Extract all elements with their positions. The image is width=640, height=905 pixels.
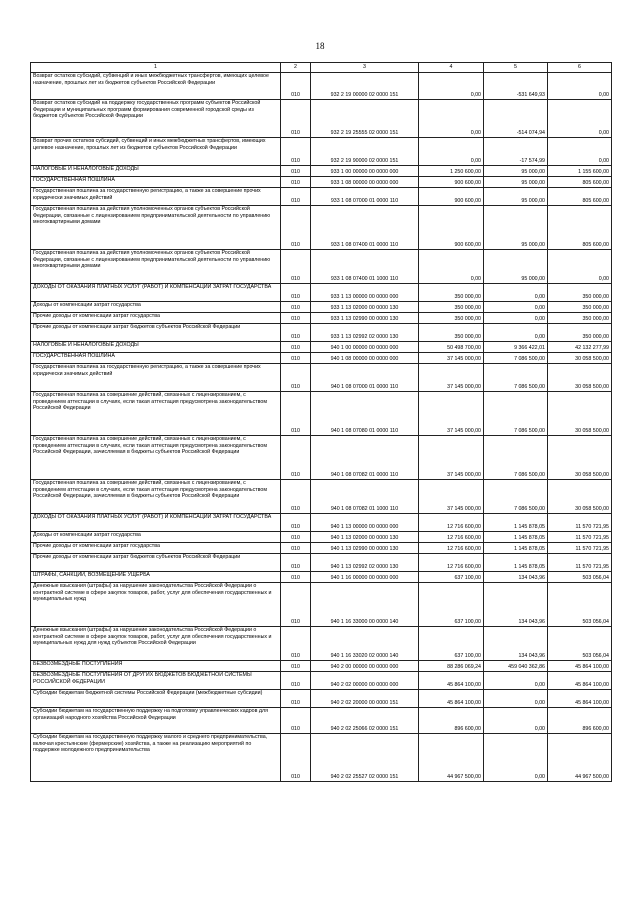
cell-code: 933 1 13 02990 00 0000 130 <box>311 313 419 324</box>
cell-plan: 350 000,00 <box>419 284 484 302</box>
table-row <box>31 302 612 313</box>
cell-line: 010 <box>281 166 311 177</box>
cell-name: Прочие доходы от компенсации затрат государства <box>31 313 281 324</box>
cell-plan: 1 250 600,00 <box>419 166 484 177</box>
cell-plan: 350 000,00 <box>419 313 484 324</box>
cell-code: 940 1 08 07082 01 1000 110 <box>311 480 419 514</box>
table-row <box>31 672 612 690</box>
column-header: 6 <box>548 63 612 73</box>
cell-fact: 95 000,00 <box>484 188 548 206</box>
cell-rest: 503 056,04 <box>548 583 612 627</box>
cell-line: 010 <box>281 734 311 782</box>
cell-fact: 0,00 <box>484 284 548 302</box>
cell-rest: 30 058 500,00 <box>548 392 612 436</box>
cell-rest: 503 056,04 <box>548 572 612 583</box>
cell-fact: 7 086 500,00 <box>484 392 548 436</box>
table-row <box>31 583 612 627</box>
table-row <box>31 554 612 572</box>
cell-rest: 0,00 <box>548 73 612 100</box>
cell-rest: 45 864 100,00 <box>548 661 612 672</box>
cell-name: БЕЗВОЗМЕЗДНЫЕ ПОСТУПЛЕНИЯ ОТ ДРУГИХ БЮДЖЕТОВ БЮДЖЕТНОЙ СИСТЕМЫ РОССИЙСКОЙ ФЕДЕРАЦИИ <box>31 672 281 690</box>
cell-plan: 45 864 100,00 <box>419 672 484 690</box>
table-row <box>31 532 612 543</box>
cell-plan: 0,00 <box>419 250 484 284</box>
cell-rest: 11 570 721,95 <box>548 543 612 554</box>
cell-fact: -17 574,99 <box>484 138 548 166</box>
cell-line: 010 <box>281 554 311 572</box>
cell-code: 933 1 00 00000 00 0000 000 <box>311 166 419 177</box>
cell-line: 010 <box>281 543 311 554</box>
table-row <box>31 342 612 353</box>
table-row <box>31 364 612 392</box>
table-row <box>31 392 612 436</box>
cell-name: Государственная пошлина за государственную регистрацию, а также за совершение прочих юридически значимых действий <box>31 188 281 206</box>
table-row <box>31 166 612 177</box>
cell-name: Денежные взыскания (штрафы) за нарушение законодательства Российской Федерации о контрактной системе в сфере закупок товаров, работ, услуг для обеспечения государственных и муниципальных нужд <box>31 583 281 627</box>
column-header: 4 <box>419 63 484 73</box>
cell-fact: 0,00 <box>484 324 548 342</box>
table-row <box>31 514 612 532</box>
cell-code: 933 1 08 07400 01 1000 110 <box>311 250 419 284</box>
cell-rest: 11 570 721,95 <box>548 532 612 543</box>
cell-rest: 0,00 <box>548 250 612 284</box>
cell-fact: 1 145 878,05 <box>484 554 548 572</box>
cell-plan: 900 600,00 <box>419 177 484 188</box>
cell-line: 010 <box>281 364 311 392</box>
cell-line: 010 <box>281 206 311 250</box>
table-row <box>31 436 612 480</box>
cell-line: 010 <box>281 313 311 324</box>
cell-name: Государственная пошлина за совершение действий, связанных с лицензированием, с проведением аттестации в случаях, если такая аттестация предусмотрена законодательством Российской Федерации, зачисляемая в бюджеты субъектов Российской Федерации <box>31 436 281 480</box>
cell-name: Денежные взыскания (штрафы) за нарушение законодательства Российской Федерации о контрактной системе в сфере закупок товаров, работ, услуг для обеспечения государственных и муниципальных нужд для нужд субъектов Российской Федерации <box>31 627 281 661</box>
cell-name: Возврат остатков субсидий, субвенций и иных межбюджетных трансфертов, имеющих целевое назначение, прошлых лет из бюджетов субъектов Российской Федерации <box>31 73 281 100</box>
cell-rest: 0,00 <box>548 100 612 138</box>
cell-fact: 95 000,00 <box>484 166 548 177</box>
cell-rest: 503 056,04 <box>548 627 612 661</box>
cell-fact: 1 145 878,05 <box>484 532 548 543</box>
cell-name: ГОСУДАРСТВЕННАЯ ПОШЛИНА <box>31 353 281 364</box>
cell-code: 940 1 08 07082 01 0000 110 <box>311 436 419 480</box>
cell-name: Прочие доходы от компенсации затрат государства <box>31 543 281 554</box>
cell-plan: 637 100,00 <box>419 583 484 627</box>
cell-line: 010 <box>281 284 311 302</box>
table-row <box>31 480 612 514</box>
cell-plan: 0,00 <box>419 73 484 100</box>
cell-code: 933 1 08 07400 01 0000 110 <box>311 206 419 250</box>
cell-plan: 12 716 600,00 <box>419 532 484 543</box>
cell-line: 010 <box>281 250 311 284</box>
cell-name: Государственная пошлина за совершение действий, связанных с лицензированием, с проведением аттестации в случаях, если такая аттестация предусмотрена законодательством Российской Федерации, зачисляемая в бюджеты субъектов Российской Федерации <box>31 480 281 514</box>
cell-name: БЕЗВОЗМЕЗДНЫЕ ПОСТУПЛЕНИЯ <box>31 661 281 672</box>
cell-rest: 1 155 600,00 <box>548 166 612 177</box>
cell-fact: 0,00 <box>484 690 548 708</box>
cell-rest: 805 600,00 <box>548 188 612 206</box>
cell-rest: 30 058 500,00 <box>548 353 612 364</box>
cell-fact: 459 040 362,86 <box>484 661 548 672</box>
cell-rest: 45 864 100,00 <box>548 672 612 690</box>
cell-plan: 900 600,00 <box>419 188 484 206</box>
table-row <box>31 734 612 782</box>
cell-line: 010 <box>281 583 311 627</box>
cell-plan: 37 145 000,00 <box>419 392 484 436</box>
cell-fact: 95 000,00 <box>484 177 548 188</box>
cell-plan: 900 600,00 <box>419 206 484 250</box>
cell-plan: 350 000,00 <box>419 324 484 342</box>
cell-plan: 45 864 100,00 <box>419 690 484 708</box>
page-number: 18 <box>315 41 325 51</box>
cell-fact: 0,00 <box>484 734 548 782</box>
cell-name: НАЛОГОВЫЕ И НЕНАЛОГОВЫЕ ДОХОДЫ <box>31 342 281 353</box>
table-row <box>31 324 612 342</box>
cell-line: 010 <box>281 690 311 708</box>
cell-rest: 30 058 500,00 <box>548 480 612 514</box>
cell-plan: 12 716 600,00 <box>419 514 484 532</box>
table-row <box>31 572 612 583</box>
table-row <box>31 206 612 250</box>
cell-fact: 9 366 422,01 <box>484 342 548 353</box>
cell-code: 932 2 19 00000 02 0000 151 <box>311 73 419 100</box>
cell-fact: 95 000,00 <box>484 250 548 284</box>
cell-fact: 95 000,00 <box>484 206 548 250</box>
cell-line: 010 <box>281 73 311 100</box>
cell-name: Государственная пошлина за совершение действий, связанных с лицензированием, с проведением аттестации в случаях, если такая аттестация предусмотрена законодательством Российской Федерации <box>31 392 281 436</box>
cell-rest: 350 000,00 <box>548 284 612 302</box>
cell-fact: 134 043,96 <box>484 627 548 661</box>
cell-code: 940 2 02 20000 00 0000 151 <box>311 690 419 708</box>
cell-code: 932 2 19 90000 02 0000 151 <box>311 138 419 166</box>
cell-code: 933 1 13 00000 00 0000 000 <box>311 284 419 302</box>
cell-line: 010 <box>281 100 311 138</box>
column-header: 2 <box>281 63 311 73</box>
cell-name: Возврат прочих остатков субсидий, субвенций и иных межбюджетных трансфертов, имеющих целевое назначение, прошлых лет из бюджетов субъектов Российской Федерации <box>31 138 281 166</box>
cell-line: 010 <box>281 480 311 514</box>
cell-fact: 0,00 <box>484 313 548 324</box>
cell-rest: 0,00 <box>548 138 612 166</box>
column-header: 1 <box>31 63 281 73</box>
cell-fact: 7 086 500,00 <box>484 436 548 480</box>
cell-name: Субсидии бюджетам на государственную поддержку на подготовку управленческих кадров для организаций народного хозяйства Российской Федерации <box>31 708 281 734</box>
cell-line: 010 <box>281 392 311 436</box>
cell-line: 010 <box>281 708 311 734</box>
cell-name: Доходы от компенсации затрат государства <box>31 532 281 543</box>
table-row <box>31 708 612 734</box>
cell-name: ДОХОДЫ ОТ ОКАЗАНИЯ ПЛАТНЫХ УСЛУГ (РАБОТ) И КОМПЕНСАЦИИ ЗАТРАТ ГОСУДАРСТВА <box>31 514 281 532</box>
cell-rest: 44 967 500,00 <box>548 734 612 782</box>
cell-plan: 50 498 700,00 <box>419 342 484 353</box>
table-row <box>31 73 612 100</box>
table-row <box>31 543 612 554</box>
cell-plan: 637 100,00 <box>419 627 484 661</box>
table-row <box>31 313 612 324</box>
cell-code: 940 1 13 02000 00 0000 130 <box>311 532 419 543</box>
cell-fact: 1 145 878,05 <box>484 543 548 554</box>
cell-rest: 350 000,00 <box>548 324 612 342</box>
table-row <box>31 188 612 206</box>
cell-line: 010 <box>281 627 311 661</box>
column-header: 5 <box>484 63 548 73</box>
cell-plan: 37 145 000,00 <box>419 436 484 480</box>
table-row <box>31 690 612 708</box>
cell-code: 932 2 19 25555 02 0000 151 <box>311 100 419 138</box>
cell-rest: 45 864 100,00 <box>548 690 612 708</box>
cell-fact: 0,00 <box>484 708 548 734</box>
cell-line: 010 <box>281 138 311 166</box>
cell-plan: 896 600,00 <box>419 708 484 734</box>
cell-code: 940 1 16 33020 02 0000 140 <box>311 627 419 661</box>
cell-code: 933 1 08 00000 00 0000 000 <box>311 177 419 188</box>
table-row <box>31 138 612 166</box>
cell-plan: 88 286 069,24 <box>419 661 484 672</box>
cell-fact: 0,00 <box>484 302 548 313</box>
cell-fact: 0,00 <box>484 672 548 690</box>
cell-line: 010 <box>281 436 311 480</box>
cell-rest: 350 000,00 <box>548 313 612 324</box>
cell-plan: 12 716 600,00 <box>419 543 484 554</box>
cell-code: 940 1 08 07000 01 0000 110 <box>311 364 419 392</box>
cell-name: ДОХОДЫ ОТ ОКАЗАНИЯ ПЛАТНЫХ УСЛУГ (РАБОТ) И КОМПЕНСАЦИИ ЗАТРАТ ГОСУДАРСТВА <box>31 284 281 302</box>
table-row <box>31 661 612 672</box>
cell-name: Субсидии бюджетам на государственную поддержку малого и среднего предпринимательства, включая крестьянские (фермерские) хозяйства, а также на реализацию мероприятий по поддержке молодежного предпринимательства <box>31 734 281 782</box>
table-row <box>31 353 612 364</box>
cell-line: 010 <box>281 532 311 543</box>
cell-fact: -514 074,94 <box>484 100 548 138</box>
cell-fact: 134 043,96 <box>484 583 548 627</box>
cell-code: 940 1 08 07080 01 0000 110 <box>311 392 419 436</box>
cell-code: 940 1 08 00000 00 0000 000 <box>311 353 419 364</box>
table-header-row <box>31 63 612 73</box>
cell-code: 940 1 16 00000 00 0000 000 <box>311 572 419 583</box>
cell-code: 940 1 13 02990 00 0000 130 <box>311 543 419 554</box>
cell-plan: 637 100,00 <box>419 572 484 583</box>
cell-name: НАЛОГОВЫЕ И НЕНАЛОГОВЫЕ ДОХОДЫ <box>31 166 281 177</box>
cell-name: ШТРАФЫ, САНКЦИИ, ВОЗМЕЩЕНИЕ УЩЕРБА <box>31 572 281 583</box>
cell-line: 010 <box>281 302 311 313</box>
cell-code: 940 2 02 25066 02 0000 151 <box>311 708 419 734</box>
cell-plan: 350 000,00 <box>419 302 484 313</box>
cell-code: 940 1 13 00000 00 0000 000 <box>311 514 419 532</box>
cell-plan: 0,00 <box>419 138 484 166</box>
cell-rest: 42 132 277,99 <box>548 342 612 353</box>
cell-rest: 350 000,00 <box>548 302 612 313</box>
cell-plan: 0,00 <box>419 100 484 138</box>
cell-name: Прочие доходы от компенсации затрат бюджетов субъектов Российской Федерации <box>31 324 281 342</box>
cell-line: 010 <box>281 672 311 690</box>
cell-code: 940 1 16 33000 00 0000 140 <box>311 583 419 627</box>
cell-name: Государственная пошлина за действия уполномоченных органов субъектов Российской Федерации, связанные с лицензированием предпринимательской деятельности по управлению многоквартирными домами <box>31 206 281 250</box>
cell-rest: 30 058 500,00 <box>548 364 612 392</box>
cell-rest: 896 600,00 <box>548 708 612 734</box>
table-row <box>31 627 612 661</box>
cell-plan: 37 145 000,00 <box>419 364 484 392</box>
cell-line: 010 <box>281 661 311 672</box>
cell-code: 940 2 02 25527 02 0000 151 <box>311 734 419 782</box>
cell-name: Субсидии бюджетам бюджетной системы Российской Федерации (межбюджетные субсидии) <box>31 690 281 708</box>
table-row <box>31 284 612 302</box>
cell-name: Прочие доходы от компенсации затрат бюджетов субъектов Российской Федерации <box>31 554 281 572</box>
cell-rest: 30 058 500,00 <box>548 436 612 480</box>
cell-code: 933 1 13 02992 02 0000 130 <box>311 324 419 342</box>
cell-name: Возврат остатков субсидий на поддержку государственных программ субъектов Российской Федерации и муниципальных программ формирования современной городской среды из бюджетов субъектов Российской Федерации <box>31 100 281 138</box>
cell-fact: 7 086 500,00 <box>484 353 548 364</box>
table-row <box>31 250 612 284</box>
table-row <box>31 177 612 188</box>
cell-line: 010 <box>281 188 311 206</box>
cell-line: 010 <box>281 342 311 353</box>
budget-table <box>30 62 612 782</box>
cell-plan: 37 145 000,00 <box>419 353 484 364</box>
cell-code: 940 2 02 00000 00 0000 000 <box>311 672 419 690</box>
cell-code: 940 1 00 00000 00 0000 000 <box>311 342 419 353</box>
cell-rest: 805 600,00 <box>548 206 612 250</box>
cell-code: 940 2 00 00000 00 0000 000 <box>311 661 419 672</box>
table-row <box>31 100 612 138</box>
cell-plan: 44 967 500,00 <box>419 734 484 782</box>
cell-code: 940 1 13 02992 02 0000 130 <box>311 554 419 572</box>
cell-fact: 7 086 500,00 <box>484 480 548 514</box>
cell-code: 933 1 08 07000 01 0000 110 <box>311 188 419 206</box>
cell-rest: 805 600,00 <box>548 177 612 188</box>
column-header: 3 <box>311 63 419 73</box>
cell-plan: 37 145 000,00 <box>419 480 484 514</box>
cell-line: 010 <box>281 324 311 342</box>
cell-name: Государственная пошлина за действия уполномоченных органов субъектов Российской Федерации, связанные с лицензированием предпринимательской деятельности по управлению многоквартирными домами <box>31 250 281 284</box>
cell-code: 933 1 13 02000 00 0000 130 <box>311 302 419 313</box>
cell-line: 010 <box>281 177 311 188</box>
cell-line: 010 <box>281 353 311 364</box>
cell-fact: 7 086 500,00 <box>484 364 548 392</box>
cell-name: Государственная пошлина за государственную регистрацию, а также за совершение прочих юридически значимых действий <box>31 364 281 392</box>
cell-rest: 11 570 721,95 <box>548 514 612 532</box>
cell-fact: 1 145 878,05 <box>484 514 548 532</box>
cell-fact: -531 649,93 <box>484 73 548 100</box>
cell-line: 010 <box>281 514 311 532</box>
cell-fact: 134 043,96 <box>484 572 548 583</box>
cell-plan: 12 716 600,00 <box>419 554 484 572</box>
cell-rest: 11 570 721,95 <box>548 554 612 572</box>
cell-name: Доходы от компенсации затрат государства <box>31 302 281 313</box>
cell-line: 010 <box>281 572 311 583</box>
cell-name: ГОСУДАРСТВЕННАЯ ПОШЛИНА <box>31 177 281 188</box>
